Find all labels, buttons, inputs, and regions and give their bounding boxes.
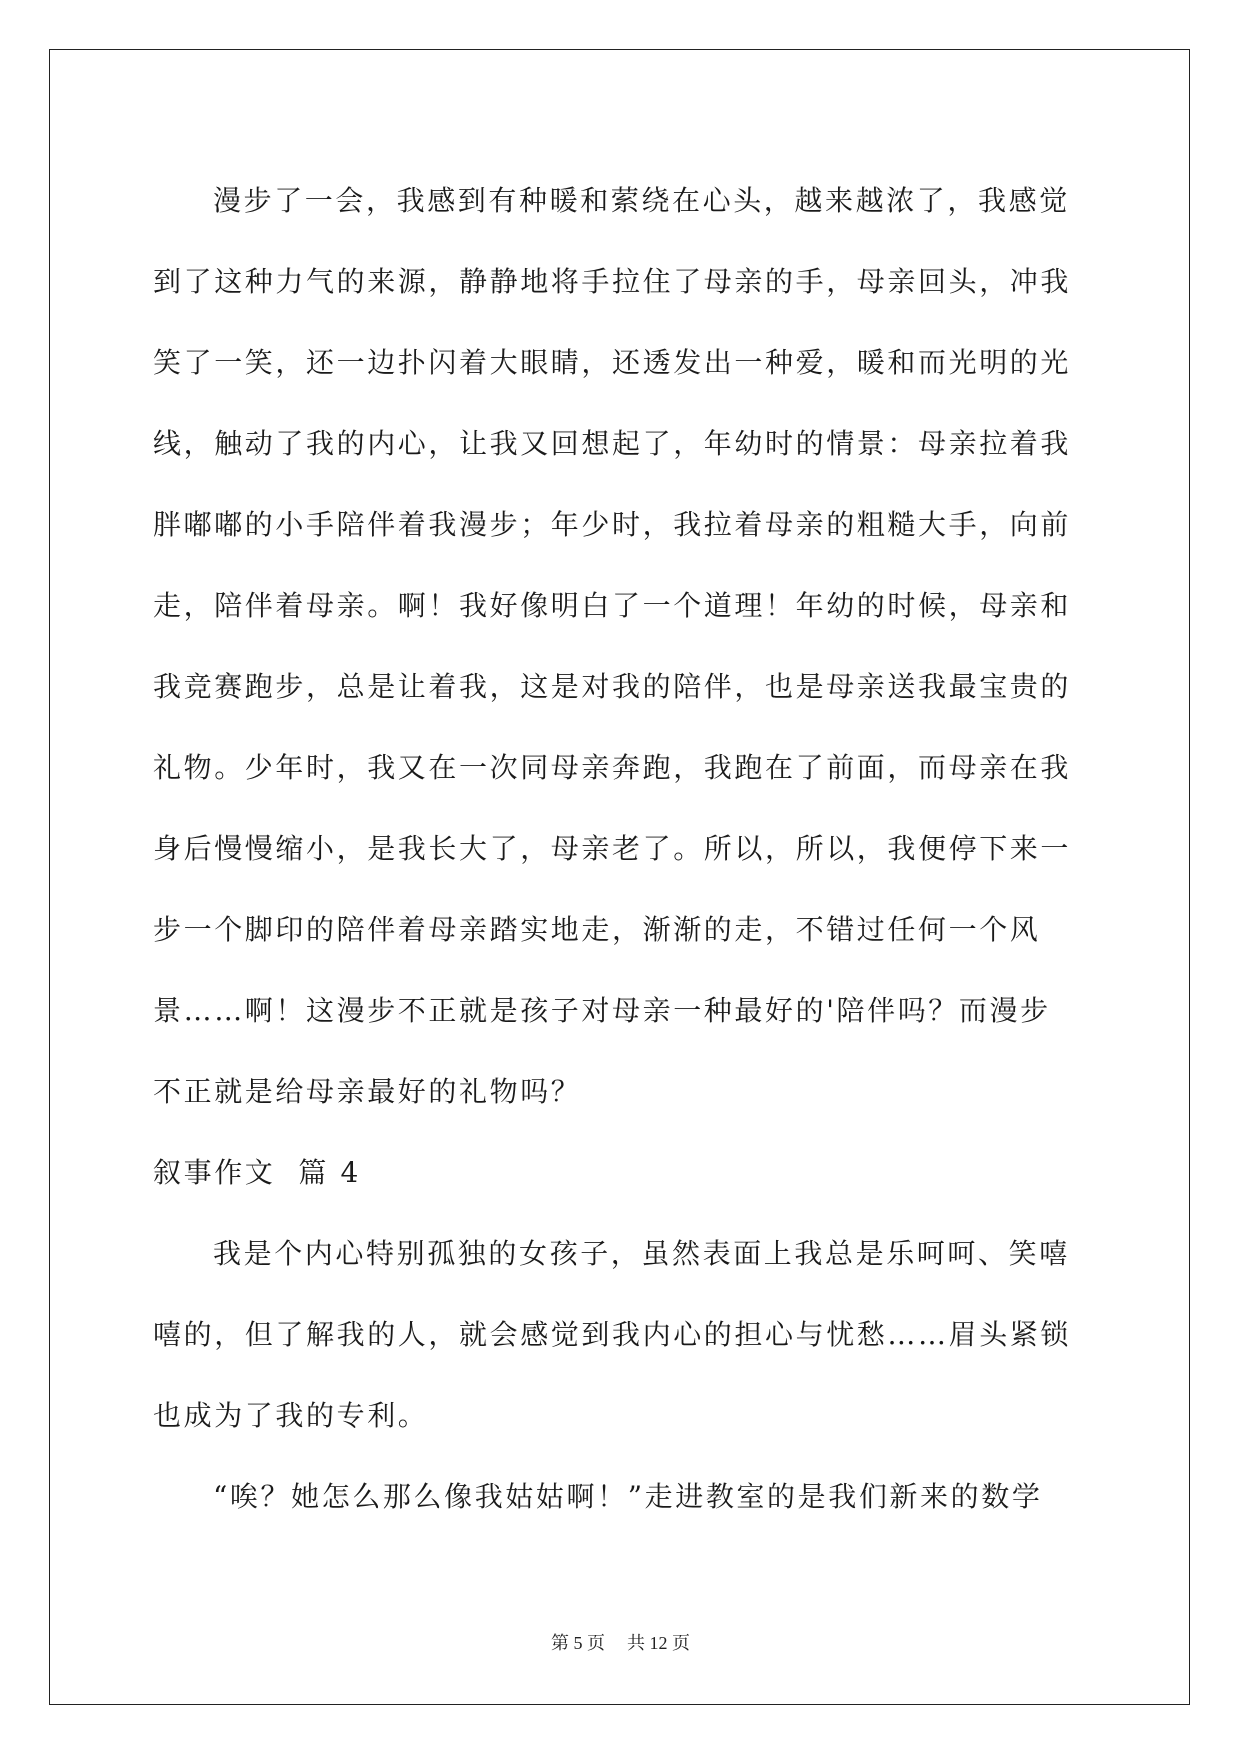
text-line: 步一个脚印的陪伴着母亲踏实地走，渐渐的走，不错过任何一个风 (153, 913, 1041, 946)
document-body (153, 160, 1088, 1537)
text-line: 漫步了一会，我感到有种暖和萦绕在心头，越来越浓了，我感觉 (213, 184, 1070, 217)
text-line: 胖嘟嘟的小手陪伴着我漫步；年少时，我拉着母亲的粗糙大手，向前 (153, 508, 1072, 541)
page-number: 第 5 页 (551, 1633, 605, 1653)
text-line: 我是个内心特别孤独的女孩子，虽然表面上我总是乐呵呵、笑嘻 (213, 1237, 1070, 1270)
section-heading: 叙事作文 篇 4 (153, 1156, 361, 1189)
text-line: 身后慢慢缩小，是我长大了，母亲老了。所以，所以，我便停下来一 (153, 832, 1072, 865)
text-line: 景……啊！这漫步不正就是孩子对母亲一种最好的'陪伴吗？而漫步 (153, 994, 1051, 1027)
text-line: 走，陪伴着母亲。啊！我好像明白了一个道理！年幼的时候，母亲和 (153, 589, 1072, 622)
paragraph (153, 1213, 1088, 1456)
paragraph (153, 1456, 1088, 1537)
text-line: 礼物。少年时，我又在一次同母亲奔跑，我跑在了前面，而母亲在我 (153, 751, 1072, 784)
paragraph (153, 160, 1088, 1132)
text-line: 不正就是给母亲最好的礼物吗？ (153, 1075, 582, 1108)
text-line: 到了这种力气的来源，静静地将手拉住了母亲的手，母亲回头，冲我 (153, 265, 1072, 298)
text-line: 线，触动了我的内心，让我又回想起了，年幼时的情景：母亲拉着我 (153, 427, 1072, 460)
page-total: 共 12 页 (627, 1633, 690, 1653)
text-line: “唉？她怎么那么像我姑姑啊！”走进教室的是我们新来的数学 (213, 1480, 1043, 1513)
text-line: 笑了一笑，还一边扑闪着大眼睛，还透发出一种爱，暖和而光明的光 (153, 346, 1072, 379)
page-footer (0, 1629, 1241, 1655)
text-line: 我竞赛跑步，总是让着我，这是对我的陪伴，也是母亲送我最宝贵的 (153, 670, 1072, 703)
text-line: 也成为了我的专利。 (153, 1399, 429, 1432)
text-line: 嘻的，但了解我的人，就会感觉到我内心的担心与忧愁……眉头紧锁 (153, 1318, 1072, 1351)
